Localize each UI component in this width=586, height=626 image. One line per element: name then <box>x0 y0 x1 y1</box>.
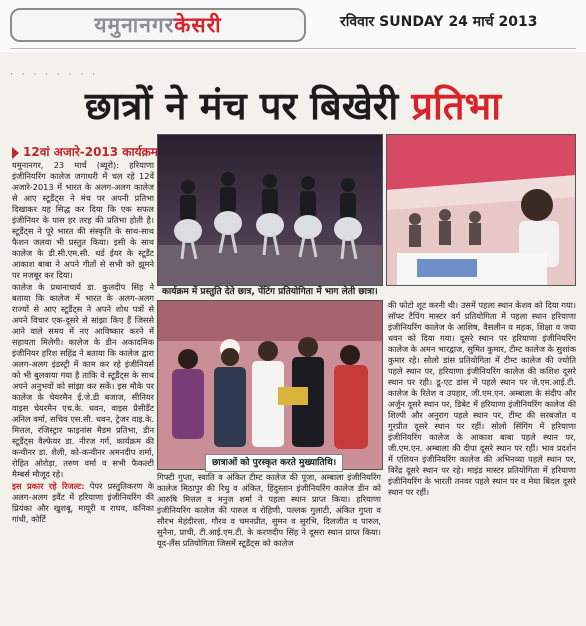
headline-accent: प्रतिभा <box>411 83 502 128</box>
dotted-rule: · · · · · · · · <box>10 70 98 80</box>
masthead <box>0 0 586 52</box>
article-column-right <box>388 300 576 622</box>
masthead-divider <box>10 48 576 49</box>
article-paragraph: कालेज के प्रधानाचार्य डा. कुलदीप सिंह ने बताया कि कालेज में भारत के अलग-अलग राज्यों से आए स्टूडैंट्स ने अपने शोध पत्रों से अपने विचार एक-दूसरे से सांझा किए हैं जिससे आने वाले समय में नए आविष्कार करने में सहायता मिलेगी। कालेज के डीन अकादमिक इंजीनियर हरिश सहिंद्र ने बताया कि कालेज द्वारा अलग-अलग इंडस्ट्री में काम कर रहे इंजीनियर्स को भी बुलवाया गया है ताकि वे स्टूडैंट्स के साथ अपने अनुभवों को सांझा कर सकें। इस मौके पर कालेज के चेयरमैन ई.जे.डी बजाज, सीनियर वाइस चेयरमैन एच.के. धवन, वाइस प्रैसीडैंट अनिल वर्मा, सचिव एस.सी. धवन, ट्रेजर वाइ.के. मित्तल, रजिस्ट्रार फाइनांस मैडम प्रतिभा, डीन स्टूडैंट्स वैल्फेयर डा. नीरज गर्ग, कार्यक्रम की कन्वीनर डा. शैली, को-कन्वीनर अमनदीप शर्मा, रोहित ओरोड़ा, तरुण वर्मा व सभी फैकल्टी मैम्बर्स मौजूद रहे। <box>12 282 154 479</box>
headline-main: छात्रों ने मंच पर बिखेरी <box>84 83 399 128</box>
painting-competition-image <box>387 135 576 286</box>
logo-name-left: यमुनानगर <box>94 12 175 37</box>
article-column-left <box>12 160 154 622</box>
top-photo-caption: कार्यक्रम में प्रस्तुति देते छात्र, पेंटिंग प्रतियोगिता में भाग लेती छात्रा। <box>162 287 378 297</box>
newspaper-logo <box>10 8 306 42</box>
article-paragraph: की फोटो शूट करनी थी। उसमें पहला स्थान केशव को दिया गया। सॉफ्ट टैपिंग मास्टर वर्ग प्रतियोगिता में पहला स्थान हरियाणा इंजीनियरिंग कालेज के आशिष, वैसलीन व महक, शिक्षा व जया धवन को दिया गया। दूसरे स्थान पर हरियाणा इंजीनियरिंग कालेज के अमन भारद्वाज, सुमित कुमार, टीम्ट कालेज के सुशांक कुमार रहे। सोलो डांस प्रतियोगिता में टीम्ट कालेज की ज्योति पहले स्थान पर, हरियाणा इंजीनियरिंग कालेज की कशिश दूसरे स्थान पर रही। डू-एट डांस में पहले स्थान पर जे.एम.आई.टी. कालेज के रितेश व उपहार, जी.एम.एन. अम्बाला के संदीप और अर्जुन दूसरे स्थान पर, डिबेट में हरियाणा इंजीनियरिंग कालेज की शिल्पी और अनुराग पहले स्थान पर, टीम्ट की सरबजोत व गुरप्रीत दूसरे स्थान पर रहीं। सोलो सिंगिंग में हरियाणा इंजीनियरिंग कालेज के आकाश बाबा पहले स्थान पर, जी.एम.एन. अम्बाला की दीपा दूसरे स्थान पर रहीं। भाव प्रदर्शन में एशियन इंजीनियरिंग कालेज की अभिनव्या पहले स्थान पर, विरेंद्र दूसरे स्थान पर रहे। माइंड मास्टर प्रतियोगिता में हरियाणा इंजीनियरिंग के भारती तनवर पहले स्थान पर व मेघा बिंदल दूसरे स्थान पर रहीं। <box>388 300 576 497</box>
page-headline <box>10 82 576 130</box>
logo-name-right: केसरी <box>174 12 222 37</box>
article-paragraph: गिफ्टी गुप्ता, स्वाति व अंकित टीम्ट कालेज की पूजा, अम्बाला इंजीनियरिंग कालेज मिठापुर की रिधु व अंकित, हिंदुस्तान इंजीनियरिंग कालेज डीन को आरुषि मित्तल व मनुज शर्मा ने पहला स्थान प्राप्त किया। हरियाणा इंजीनियरिंग कालेज की पारुल व रोहिणी, पल्लक गुलाटी, अंकित गुप्ता व सौरभ मेहंदीरत्ता, गौरव व चमनप्रीत, सुमन व सुरभि, दिलजीत व पारुल, सुनैना, प्राची, टी.आई.एम.टी. के करणदीप सिंह ने दूसरा स्थान प्राप्त किया। यूद-लैंस प्रतियोगिता जिसमें स्टूडैंट्स को कालेज <box>157 472 381 548</box>
subhead-text: 12वां अजारे-2013 कार्यक्रम <box>23 145 158 159</box>
painting-competition-photo <box>386 134 576 286</box>
article-column-middle <box>157 472 381 622</box>
article-paragraph: यमुनानगर, 23 मार्च (ब्यूरो): हरियाणा इंजीनियरिंग कालेज जगाधरी में चल रहे 12वें अजारे-2013 में भारत के अलग-अलग कालेज से आए स्टूडैंट्स ने मंच पर अपनी प्रतिभा दिखाकर यह सिद्ध कर दिया कि एक सफल इंजीनियर के पास हर तरह की प्रतिभा होती है। स्टूडैंट्स ने पूरे भारत की संस्कृति के साथ-साथ फैशन जलवा भी प्रस्तुत किया। इसी के साथ कालेज के डी.सी.एम.सी. थर्ड ईयर के स्टूडैंट आकाश बाबा ने अपने गीतों से सभी को झूमने पर मजबूर कर दिया। <box>12 160 154 280</box>
prize-distribution-photo <box>157 300 383 470</box>
dance-performance-image <box>158 135 383 286</box>
issue-date: रविवार SUNDAY 24 मार्च 2013 <box>340 14 538 30</box>
dance-performance-photo <box>157 134 383 286</box>
bottom-photo-caption: छात्राओं को पुरस्कृत करते मुख्यातिथि। <box>205 454 343 472</box>
triangle-bullet-icon <box>12 147 19 159</box>
article-paragraph: इस प्रकार रहे रिजल्ट: पेपर प्रस्तुतिकरण के अलग-अलग इवैंट में हरियाणा इंजीनियरिंग की प्रियंका और खुशबू, मायूरी व राघव, कनिका गांधी, कोर्टि <box>12 481 154 524</box>
prize-distribution-image <box>158 301 383 470</box>
results-label: इस प्रकार रहे रिजल्ट: <box>12 481 85 491</box>
event-subhead <box>12 143 158 160</box>
